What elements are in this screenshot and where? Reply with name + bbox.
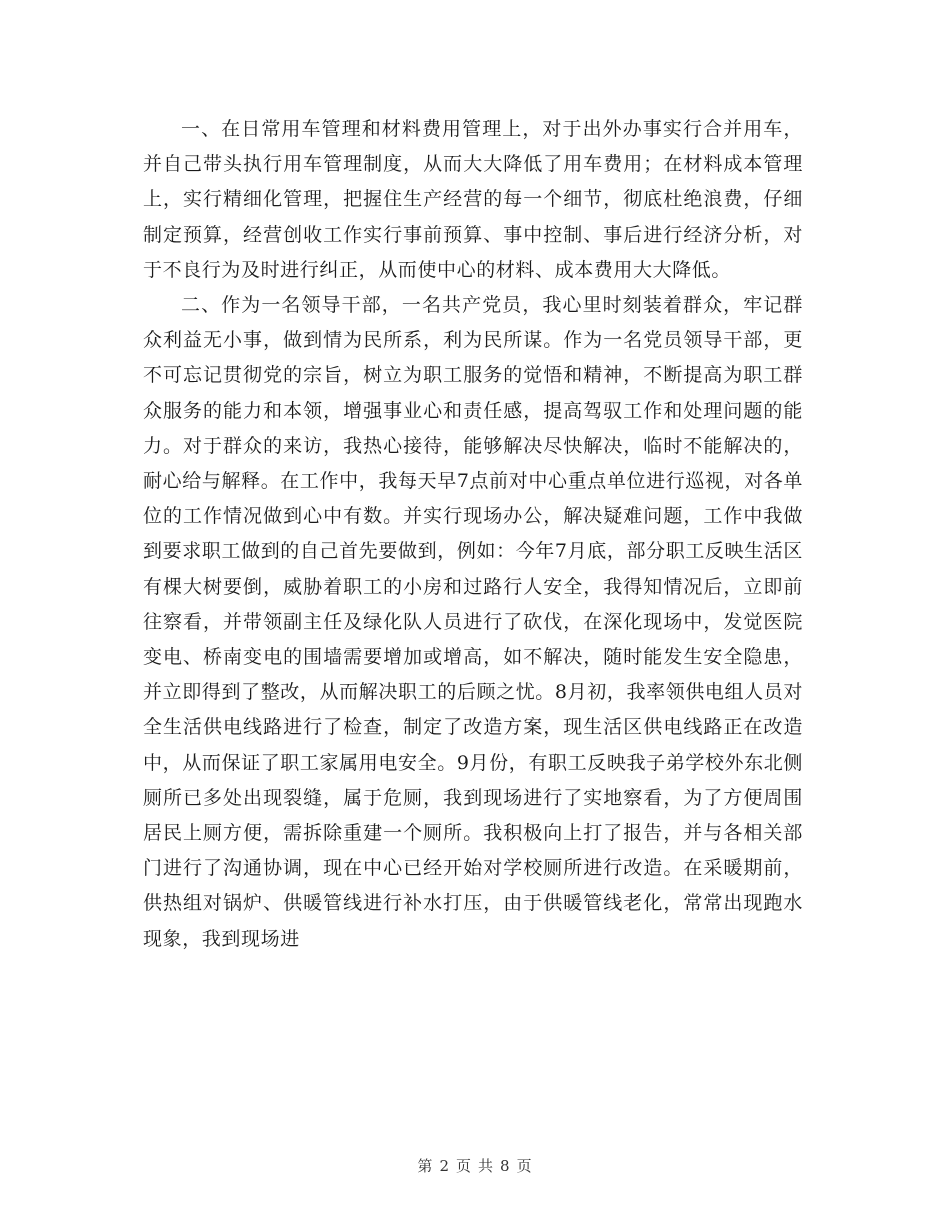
paragraph-2: 二、作为一名领导干部，一名共产党员，我心里时刻装着群众，牢记群众利益无小事，做到情为民所系，利为民所谋。作为一名党员领导干部，更不可忘记贯彻党的宗旨，树立为职工服务的觉悟和精神，不断提高为职工群众服务的能力和本领，增强事业心和责任感，提高驾驭工作和处理问题的能力。对于群众的来访，我热心接待，能够解决尽快解决，临时不能解决的，耐心给与解释。在工作中，我每天早7点前对中心重点单位进行巡视，对各单位的工作情况做到心中有数。并实行现场办公，解决疑难问题，工作中我做到要求职工做到的自己首先要做到，例如：今年7月底，部分职工反映生活区有棵大树要倒，威胁着职工的小房和过路行人安全，我得知情况后，立即前往察看，并带领副主任及绿化队人员进行了砍伐，在深化现场中，发觉医院变电、桥南变电的围墙需要增加或增高，如不解决，随时能发生安全隐患，并立即得到了整改，从而解决职工的后顾之忧。8月初，我率领供电组人员对全生活供电线路进行了检查，制定了改造方案，现生活区供电线路正在改造中，从而保证了职工家属用电安全。9月份，有职工反映我子弟学校外东北侧厕所已多处出现裂缝，属于危厕，我到现场进行了实地察看，为了方便周围居民上厕方便，需拆除重建一个厕所。我积极向上打了报告，并与各相关部门进行了沟通协调，现在中心已经开始对学校厕所进行改造。在采暖期前，供热组对锅炉、供暖管线进行补水打压，由于供暖管线老化，常常出现跑水现象，我到现场进 <box>143 294 803 950</box>
paragraph-1: 一、在日常用车管理和材料费用管理上，对于出外办事实行合并用车，并自己带头执行用车管理制度，从而大大降低了用车费用；在材料成本管理上，实行精细化管理，把握住生产经营的每一个细节，彻底杜绝浪费，仔细制定预算，经营创收工作实行事前预算、事中控制、事后进行经济分析，对于不良行为及时进行纠正，从而使中心的材料、成本费用大大降低。 <box>143 118 803 281</box>
footer-suffix: 页 <box>516 1157 533 1175</box>
footer-page-word: 页 <box>455 1157 472 1175</box>
page-footer <box>0 1155 950 1176</box>
footer-prefix: 第 <box>417 1157 434 1175</box>
footer-total-word: 共 <box>478 1157 495 1175</box>
document-body <box>143 112 803 957</box>
footer-total-pages: 8 <box>500 1157 511 1175</box>
footer-current-page: 2 <box>439 1157 450 1175</box>
